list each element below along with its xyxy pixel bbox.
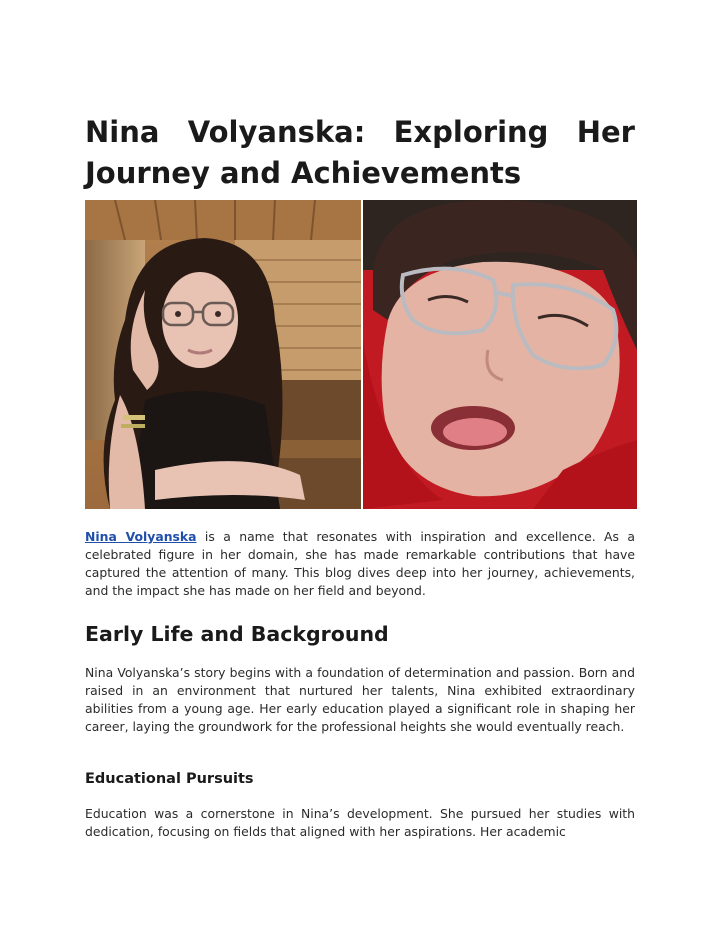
education-paragraph: Education was a cornerstone in Nina’s development. She pursued her studies with dedication, focusing on fields that aligned with her aspirations. Her academic (85, 806, 635, 839)
title-word: Volyanska: (187, 115, 366, 149)
author-link[interactable]: Nina Volyanska (85, 529, 197, 544)
page-title (85, 112, 635, 194)
early-life-paragraph: Nina Volyanska’s story begins with a foundation of determination and passion. Born and raised in an environment that nurtured her talents, Nina exhibited extraordinary abilities from a young age. Her early education played a significant role in shaping her career, laying the groundwork for the professional heights she would eventually reach. (85, 665, 635, 734)
intro-paragraph (85, 528, 635, 600)
intro-text: is a name that resonates with inspiration and excellence. As a celebrated figure in her domain, she has made remarkable contributions that have captured the attention of many. This blog dives deep into her journey, achievements, and the impact she has made on her field and beyond. (85, 529, 635, 598)
photo-portrait-left (85, 200, 361, 509)
title-word: Her (576, 115, 635, 149)
section-heading-education: Educational Pursuits (85, 771, 254, 787)
photo-portrait-right (363, 200, 637, 509)
title-word: Nina (85, 115, 160, 149)
section-heading-early-life: Early Life and Background (85, 622, 389, 646)
title-word: Exploring (393, 115, 549, 149)
photo-collage (85, 200, 637, 509)
title-line-1 (85, 112, 635, 153)
title-line-2: Journey and Achievements (85, 156, 522, 190)
